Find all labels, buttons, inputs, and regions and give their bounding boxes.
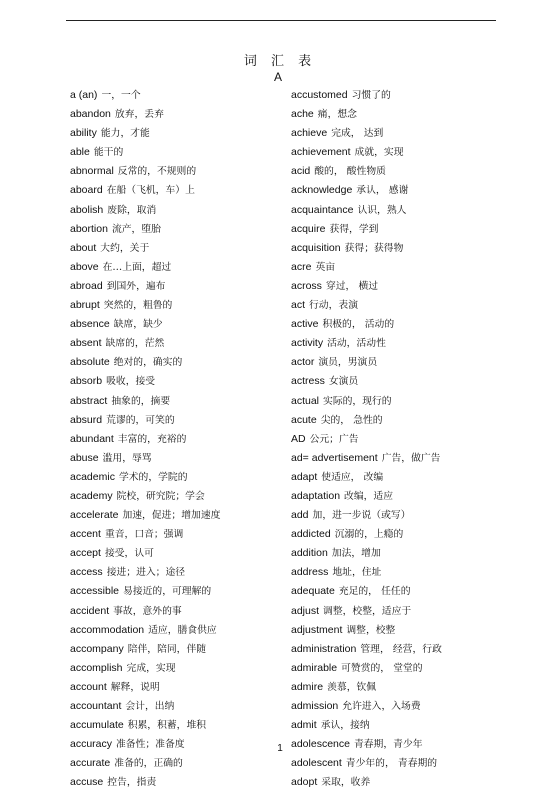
vocab-entry (70, 754, 275, 773)
vocab-gloss: 学术的，学院的 (118, 471, 188, 483)
vocab-entry (291, 582, 501, 601)
vocab-word: adjustment (291, 623, 343, 636)
vocab-gloss: 允许进入，入场费 (342, 701, 421, 712)
vocab-gloss: 易接近的，可理解的 (123, 586, 212, 598)
vocab-entry (291, 754, 501, 773)
vocab-word: absent (70, 337, 102, 350)
vocab-gloss: 会计，出纳 (125, 701, 175, 712)
vocab-gloss: 积累，积蓄，堆积 (127, 720, 207, 732)
vocab-gloss: 英亩 (315, 261, 336, 273)
vocab-entry (70, 697, 275, 716)
vocab-word: adolescent (291, 757, 342, 770)
vocab-word: abroad (70, 279, 103, 292)
vocab-word: addition (291, 547, 328, 560)
vocab-gloss: 重音，口音；强调 (104, 529, 184, 541)
vocab-word: active (291, 318, 319, 331)
vocab-word: accountant (70, 700, 122, 712)
vocab-word: achieve (291, 127, 328, 140)
vocab-gloss: 获得，学到 (329, 223, 379, 235)
vocab-entry (70, 105, 275, 124)
vocab-entry (291, 621, 501, 640)
vocab-word: admirable (291, 661, 338, 674)
vocab-word: actress (291, 375, 325, 388)
vocab-word: accelerate (70, 509, 119, 522)
vocab-entry (70, 220, 275, 239)
vocab-gloss: 成就，实现 (354, 147, 404, 159)
vocab-entry (70, 621, 275, 640)
vocab-word: above (70, 260, 99, 273)
vocab-entry (70, 563, 275, 582)
vocab-gloss: 加法，增加 (331, 548, 381, 560)
vocab-gloss: 能干的 (93, 147, 124, 159)
vocab-entry (70, 296, 275, 315)
vocab-word: absolute (70, 356, 110, 369)
vocab-gloss: 广告，做广告 (381, 452, 441, 464)
vocab-word: account (70, 680, 107, 693)
vocab-gloss: 吸收，接受 (106, 376, 156, 388)
vocab-gloss: 行动，表演 (309, 300, 358, 312)
vocab-gloss: 控告，指责 (107, 777, 157, 789)
vocab-word: act (291, 299, 306, 312)
vocab-gloss: 接受，认可 (104, 548, 154, 560)
vocab-gloss: 调整，校整 (346, 624, 396, 636)
vocab-entry (70, 582, 275, 601)
vocab-entry (291, 392, 501, 411)
vocab-word: address (291, 566, 329, 579)
vocab-word: across (291, 279, 322, 292)
vocab-entry (291, 201, 501, 220)
vocab-entry (70, 181, 275, 200)
vocab-entry (291, 697, 501, 716)
vocab-word: about (70, 241, 97, 254)
vocab-entry (70, 258, 275, 277)
vocab-word: acquisition (291, 241, 341, 254)
vocab-word: ability (70, 127, 97, 140)
vocab-entry (70, 239, 275, 258)
page-number: 1 (277, 743, 283, 754)
vocab-gloss: 可赞赏的， 堂堂的 (341, 662, 423, 674)
vocab-word: academic (70, 470, 115, 483)
vocab-word: accomplish (70, 661, 123, 674)
vocab-gloss: 改编，适应 (344, 490, 394, 502)
vocab-entry (291, 277, 501, 296)
vocab-entry (70, 487, 275, 506)
vocab-word: achievement (291, 146, 351, 159)
vocab-gloss: 反常的，不规则的 (117, 166, 197, 178)
vocab-gloss: 缺席，缺少 (113, 319, 163, 331)
vocab-entry (291, 296, 501, 315)
vocab-entry (291, 716, 501, 735)
vocab-gloss: 习惯了的 (351, 90, 391, 101)
vocab-word: activity (291, 337, 324, 350)
vocab-word: ache (291, 108, 314, 121)
vocab-entry (70, 143, 275, 162)
vocab-word: accurate (70, 757, 111, 770)
vocab-entry (291, 449, 501, 468)
vocab-gloss: 认识，熟人 (357, 204, 407, 216)
vocab-entry (70, 468, 275, 487)
vocab-gloss: 事故，意外的事 (113, 605, 182, 617)
vocab-word: admit (291, 719, 317, 732)
vocab-gloss: 活动，活动性 (327, 338, 386, 350)
vocab-entry (70, 124, 275, 143)
vocab-gloss: 到国外，遍布 (106, 280, 166, 292)
vocab-gloss: 滥用，辱骂 (102, 452, 152, 464)
vocab-gloss: 放弃，丢弃 (114, 109, 164, 121)
vocab-word: add (291, 509, 309, 522)
vocab-entry (291, 372, 501, 391)
vocab-entry (70, 678, 275, 697)
vocab-gloss: 地址，住址 (332, 567, 382, 579)
vocab-word: administration (291, 642, 357, 655)
vocabulary-column-left (70, 86, 275, 792)
vocab-word: accessible (70, 585, 120, 598)
vocab-gloss: 公元；广告 (309, 433, 359, 445)
vocab-word: adjust (291, 604, 320, 617)
vocab-word: abortion (70, 222, 108, 235)
vocab-word: accumulate (70, 719, 124, 732)
vocab-gloss: 采取，收养 (321, 777, 371, 789)
vocab-word: accompany (70, 642, 124, 655)
vocab-word: accept (70, 547, 101, 560)
vocab-entry (70, 640, 275, 659)
vocab-word: acknowledge (291, 184, 353, 197)
vocab-word: acute (291, 413, 317, 426)
vocab-entry (70, 659, 275, 678)
vocab-gloss: 接进；进入；途径 (106, 567, 186, 579)
vocab-entry (70, 449, 275, 468)
vocab-entry (291, 86, 501, 105)
vocab-entry (291, 143, 501, 162)
vocab-gloss: 实际的，现行的 (323, 395, 392, 407)
vocab-word: acquaintance (291, 203, 354, 216)
vocab-entry (70, 411, 275, 430)
vocab-gloss: 酸的， 酸性物质 (314, 166, 386, 178)
vocab-word: accuracy (70, 738, 113, 751)
vocab-gloss: 一，一个 (101, 90, 141, 101)
vocab-word: a (an) (70, 89, 98, 101)
vocab-word: abrupt (70, 299, 100, 312)
vocab-word: abuse (70, 451, 99, 464)
vocab-entry (291, 678, 501, 697)
vocab-gloss: 调整，校整，适应于 (323, 605, 412, 617)
vocab-entry (291, 602, 501, 621)
vocab-entry (70, 506, 275, 525)
vocab-word: academy (70, 489, 113, 502)
vocab-entry (291, 525, 501, 544)
vocab-entry (291, 353, 501, 372)
vocab-gloss: 充足的， 任任的 (338, 586, 411, 598)
vocab-entry (291, 239, 501, 258)
vocab-word: abstract (70, 394, 108, 407)
vocab-word: adaptation (291, 489, 341, 502)
vocab-word: abundant (70, 432, 114, 445)
vocab-entry (291, 506, 501, 525)
vocab-gloss: 适应，膳食供应 (148, 624, 217, 636)
vocab-gloss: 青春期，青少年 (353, 739, 423, 751)
vocab-entry (291, 411, 501, 430)
vocab-gloss: 大约，关于 (100, 242, 150, 254)
vocab-word: AD (291, 432, 306, 445)
vocab-gloss: 在船（飞机，车）上 (106, 185, 195, 197)
vocab-gloss: 穿过， 横过 (325, 280, 379, 292)
vocab-entry (291, 162, 501, 181)
vocabulary-column-right (291, 86, 501, 792)
vocab-entry (291, 659, 501, 678)
vocab-gloss: 沉溺的，上瘾的 (334, 529, 404, 541)
vocab-entry (291, 124, 501, 143)
vocab-entry (291, 487, 501, 506)
vocab-word: acquire (291, 222, 326, 235)
vocab-gloss: 缺席的，茫然 (105, 338, 165, 350)
vocab-word: absorb (70, 375, 103, 388)
vocab-gloss: 获得；获得物 (344, 242, 404, 254)
vocab-entry (291, 468, 501, 487)
vocab-gloss: 青少年的， 青春期的 (345, 758, 438, 770)
vocab-word: adopt (291, 776, 318, 789)
vocab-word: adapt (291, 470, 318, 483)
vocab-gloss: 荒谬的，可笑的 (106, 414, 175, 426)
vocab-word: admire (291, 680, 324, 693)
vocab-word: acre (291, 260, 312, 273)
vocab-gloss: 演员，男演员 (318, 357, 378, 369)
vocab-word: able (70, 146, 90, 159)
vocab-word: accustomed (291, 89, 348, 101)
vocab-entry (70, 162, 275, 181)
vocab-word: admission (291, 700, 339, 712)
vocab-entry (70, 315, 275, 334)
vocab-word: adequate (291, 585, 335, 598)
vocab-gloss: 羡慕，钦佩 (327, 681, 377, 693)
vocab-word: acid (291, 165, 311, 178)
vocab-entry (70, 716, 275, 735)
vocab-gloss: 完成，实现 (126, 662, 176, 674)
vocab-gloss: 在…上面，超过 (102, 261, 172, 273)
vocab-word: ad= advertisement (291, 451, 378, 464)
vocab-word: abolish (70, 203, 104, 216)
vocab-gloss: 丰富的，充裕的 (117, 433, 187, 445)
vocab-word: accent (70, 528, 101, 541)
vocab-gloss: 使适应， 改编 (321, 471, 384, 483)
vocab-entry (291, 430, 501, 449)
vocab-gloss: 突然的，粗鲁的 (103, 300, 173, 312)
vocab-word: accommodation (70, 623, 145, 636)
vocab-entry (70, 353, 275, 372)
vocab-entry (70, 544, 275, 563)
vocab-word: abnormal (70, 165, 114, 178)
vocab-entry (291, 640, 501, 659)
vocab-gloss: 废除，取消 (107, 204, 157, 216)
vocab-gloss: 完成， 达到 (331, 128, 384, 140)
vocab-entry (291, 181, 501, 200)
vocab-gloss: 尖的， 急性的 (320, 414, 383, 426)
vocab-word: absence (70, 318, 110, 331)
vocab-word: accuse (70, 776, 104, 789)
vocab-entry (70, 430, 275, 449)
vocab-word: accident (70, 604, 110, 617)
vocab-gloss: 解释，说明 (110, 681, 160, 693)
vocab-entry (70, 392, 275, 411)
vocab-word: abandon (70, 108, 111, 121)
vocab-gloss: 积极的， 活动的 (322, 319, 395, 331)
vocab-gloss: 加速，促进；增加速度 (122, 510, 221, 522)
vocab-entry (291, 544, 501, 563)
vocab-word: actual (291, 394, 320, 407)
vocab-entry (291, 773, 501, 792)
vocab-gloss: 管理， 经营，行政 (360, 643, 442, 655)
vocab-gloss: 能力，才能 (100, 128, 150, 140)
vocab-word: access (70, 566, 103, 579)
header-rule (66, 20, 496, 21)
vocab-gloss: 流产，堕胎 (111, 223, 161, 235)
vocab-entry (70, 773, 275, 792)
vocab-gloss: 承认，接纳 (320, 720, 370, 732)
vocab-gloss: 承认， 感谢 (356, 185, 409, 197)
vocab-gloss: 院校，研究院；学会 (116, 490, 205, 502)
vocab-entry (70, 201, 275, 220)
vocab-entry (291, 563, 501, 582)
vocab-entry (70, 602, 275, 621)
vocab-gloss: 准备的，正确的 (114, 758, 183, 770)
section-letter: A (274, 70, 283, 84)
vocab-word: absurd (70, 413, 103, 426)
vocab-gloss: 陪伴，陪同，伴随 (127, 643, 207, 655)
vocab-gloss: 抽象的，摘要 (111, 395, 171, 407)
vocab-gloss: 准备性；准备度 (116, 739, 185, 751)
vocab-entry (70, 525, 275, 544)
vocab-entry (70, 334, 275, 353)
vocab-entry (291, 220, 501, 239)
page-title: 词 汇 表 (243, 54, 317, 69)
vocab-entry (70, 372, 275, 391)
vocab-gloss: 绝对的，确实的 (113, 357, 183, 369)
vocab-gloss: 痛，想念 (317, 109, 357, 121)
vocab-gloss: 女演员 (328, 376, 359, 388)
vocab-word: aboard (70, 184, 103, 197)
vocab-entry (291, 258, 501, 277)
vocab-entry (291, 315, 501, 334)
vocab-entry (291, 105, 501, 124)
vocab-entry (70, 277, 275, 296)
vocab-word: actor (291, 356, 315, 369)
vocab-gloss: 加，进一步说（或写） (312, 510, 411, 522)
vocab-word: adolescence (291, 738, 350, 751)
vocab-word: addicted (291, 528, 331, 541)
vocab-entry (291, 334, 501, 353)
vocab-entry (70, 86, 275, 105)
